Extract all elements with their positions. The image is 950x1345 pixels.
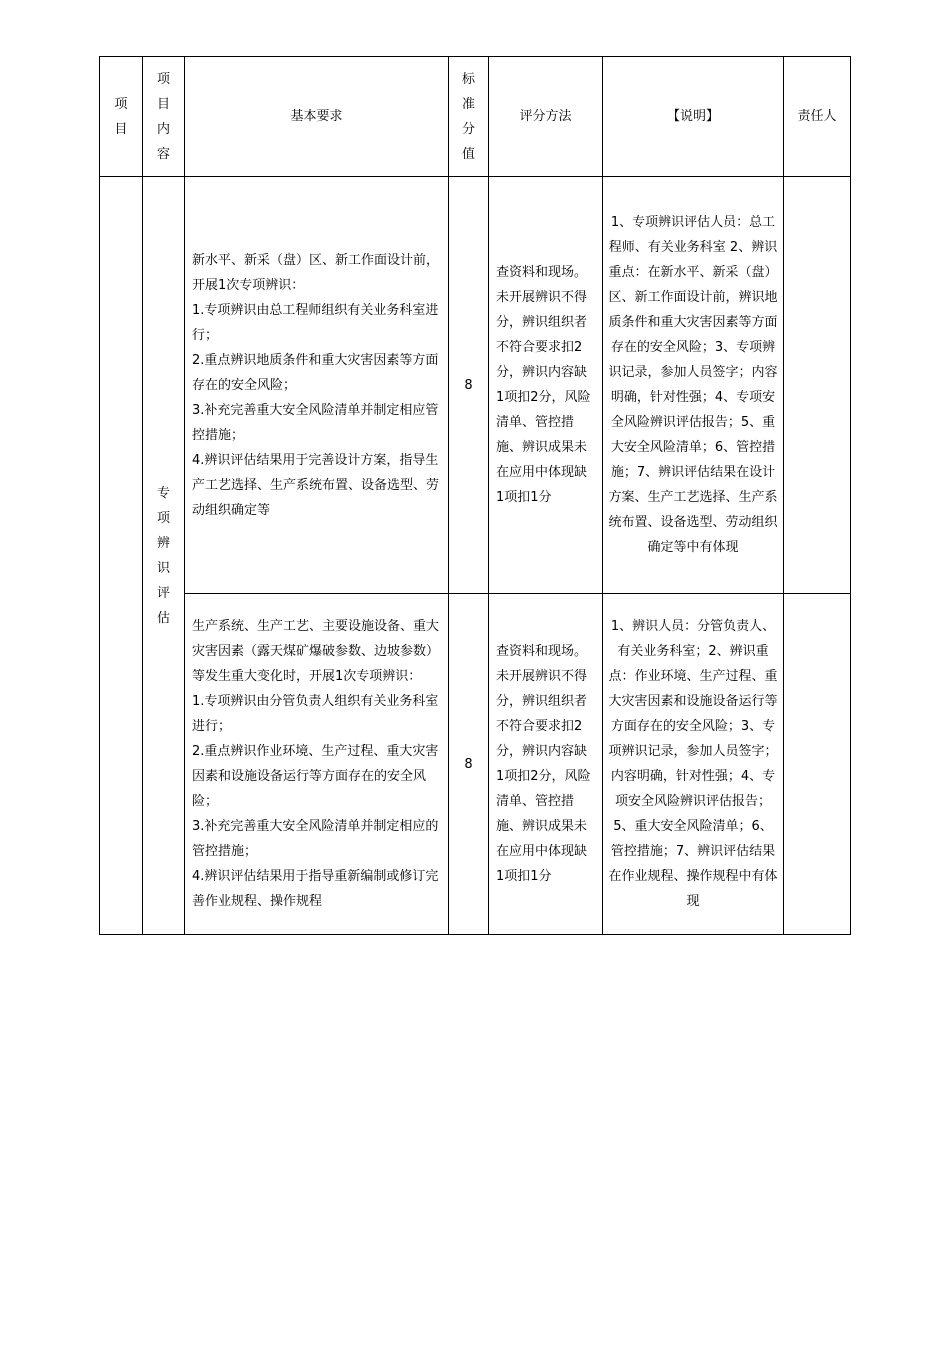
header-item: 项目 xyxy=(100,57,143,177)
owner-cell xyxy=(784,177,851,594)
item-cell xyxy=(100,177,143,935)
table-row xyxy=(100,594,851,935)
header-content: 项目内容 xyxy=(143,57,185,177)
table-header-row xyxy=(100,57,851,177)
owner-cell xyxy=(784,594,851,935)
requirement-cell: 新水平、新采（盘）区、新工作面设计前，开展1次专项辨识： 1.专项辨识由总工程师组织有关业务科室进行； 2.重点辨识地质条件和重大灾害因素等方面存在的安全风险； 3.补充完善重大安全风险清单并制定相应管控措施； 4.辨识评估结果用于完善设计方案，指导生产工艺选择、生产系统布置、设备选型、劳动组织确定等 xyxy=(185,177,449,594)
requirement-cell: 生产系统、生产工艺、主要设施设备、重大灾害因素（露天煤矿爆破参数、边坡参数）等发生重大变化时，开展1次专项辨识： 1.专项辨识由分管负责人组织有关业务科室进行； 2.重点辨识作业环境、生产过程、重大灾害因素和设施设备运行等方面存在的安全风险； 3.补充完善重大安全风险清单并制定相应的管控措施； 4.辨识评估结果用于指导重新编制或修订完善作业规程、操作规程 xyxy=(185,594,449,935)
note-cell: 1、辨识人员：分管负责人、有关业务科室；2、辨识重点：作业环境、生产过程、重大灾害因素和设施设备运行等方面存在的安全风险；3、专项辨识记录，参加人员签字；内容明确，针对性强；4、专项安全风险辨识评估报告；5、重大安全风险清单；6、管控措施；7、辨识评估结果在作业规程、操作规程中有体现 xyxy=(603,594,784,935)
header-requirement: 基本要求 xyxy=(185,57,449,177)
header-score: 标准分值 xyxy=(449,57,489,177)
score-cell: 8 xyxy=(449,594,489,935)
method-cell: 查资料和现场。未开展辨识不得分，辨识组织者不符合要求扣2分，辨识内容缺1项扣2分，风险清单、管控措施、辨识成果未在应用中体现缺1项扣1分 xyxy=(489,594,603,935)
header-method: 评分方法 xyxy=(489,57,603,177)
header-owner: 责任人 xyxy=(784,57,851,177)
method-cell: 查资料和现场。未开展辨识不得分，辨识组织者不符合要求扣2分，辨识内容缺1项扣2分，风险清单、管控措施、辨识成果未在应用中体现缺1项扣1分 xyxy=(489,177,603,594)
score-cell: 8 xyxy=(449,177,489,594)
content-cell: 专项辨识评估 xyxy=(143,177,185,935)
evaluation-table xyxy=(99,56,851,935)
table-row xyxy=(100,177,851,594)
note-cell: 1、专项辨识评估人员：总工程师、有关业务科室 2、辨识重点：在新水平、新采（盘）区、新工作面设计前，辨识地质条件和重大灾害因素等方面存在的安全风险；3、专项辨识记录，参加人员签字；内容明确，针对性强；4、专项安全风险辨识评估报告；5、重大安全风险清单；6、管控措施；7、辨识评估结果在设计方案、生产工艺选择、生产系统布置、设备选型、劳动组织确定等中有体现 xyxy=(603,177,784,594)
header-note: 【说明】 xyxy=(603,57,784,177)
